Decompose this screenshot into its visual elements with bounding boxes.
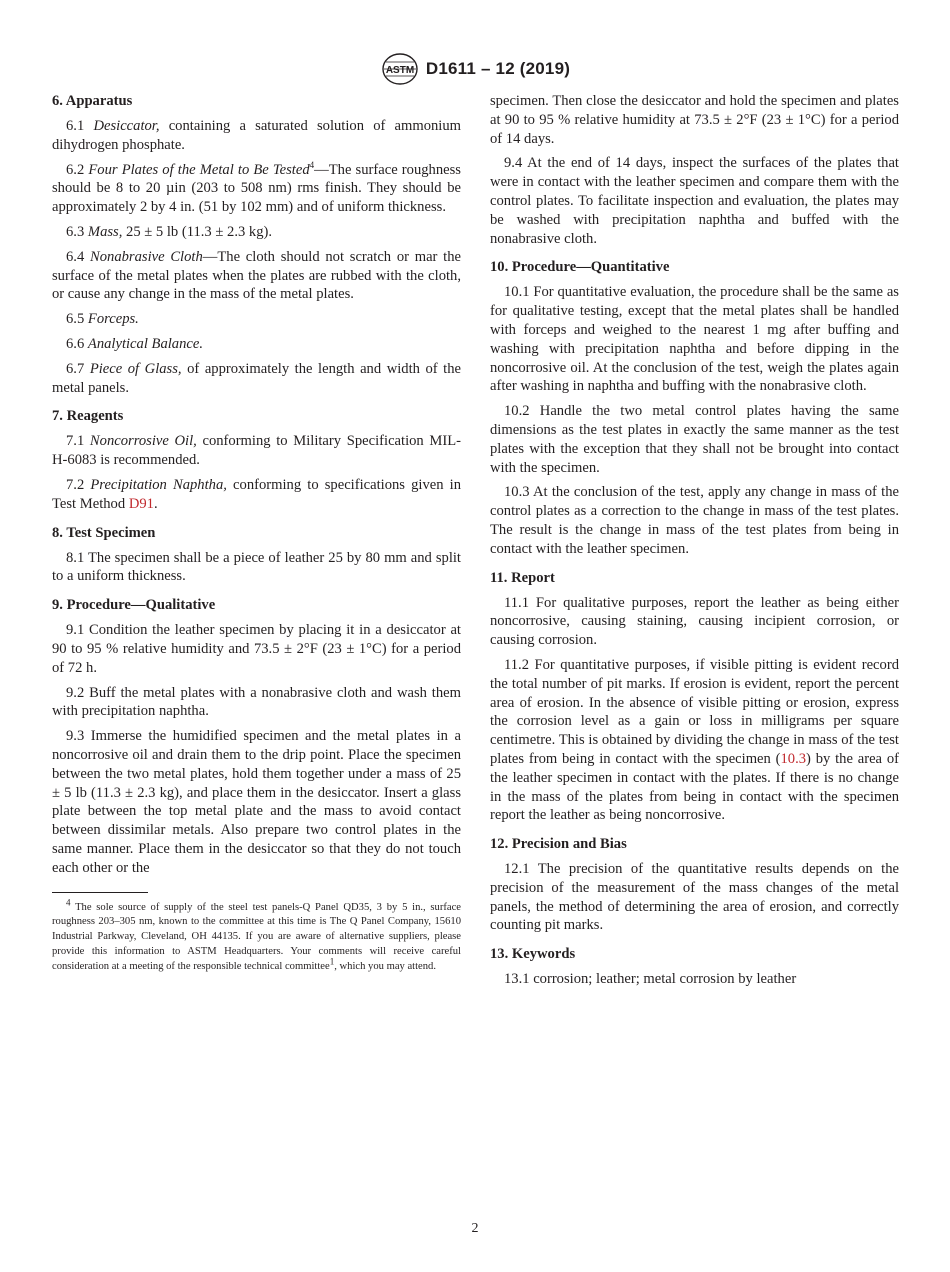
document-id: D1611 – 12 (2019): [425, 59, 571, 78]
paragraph-10-1: 10.1 For quantitative evaluation, the procedure shall be the same as for qualitative testing, except that the metal plates shall be handled with forceps and weighed to the nearest 1 mg after buffing and washing with precipitation naphtha and before dipping in the noncorrosive oil. At the conclusion of the test, weigh the plates again after washing in naphtha and buffing with the nonabrasive cloth.: [490, 284, 899, 395]
paragraph-6-2: 6.2 Four Plates of the Metal to Be Tested$^4$—The surface roughness should be 8 to 20 µin (203 to 508 nm) rms finish. They should be approximately 2 by 4 in. (51 by 102 mm) and of uniform thickness.: [52, 159, 461, 216]
astm-logo-icon: [380, 52, 420, 86]
paragraph-10-2: 10.2 Handle the two metal control plates having the same dimensions as the test plates in exactly the same manner as the test plates with the exception that they shall not be brought into contact with the specimen.: [490, 403, 899, 476]
section-procedure-qualitative: [52, 596, 461, 877]
page-number: 2: [471, 1221, 479, 1236]
section-apparatus: [52, 92, 461, 397]
section-heading: 10. Procedure—Quantitative: [490, 259, 670, 276]
page-header: [0, 52, 950, 86]
paragraph-9-1: 9.1 Condition the leather specimen by placing it in a desiccator at 90 to 95 % relative humidity and 73.5 ± 2°F (23 ± 1°C) for a period of 72 h.: [52, 622, 461, 676]
section-heading: 9. Procedure—Qualitative: [52, 597, 216, 614]
left-column: [52, 92, 461, 974]
paragraph-7-2: 7.2 Precipitation Naphtha, conforming to specifications given in Test Method D91.: [52, 476, 462, 512]
paragraph-10-3: 10.3 At the conclusion of the test, apply any change in mass of the control plates as a correction to the change in mass of the test plates. The result is the change in mass of the test plates from being in contact with the leather specimen.: [490, 484, 899, 557]
paragraph-11-1: 11.1 For qualitative purposes, report the leather as being either noncorrosive, causing staining, causing incipient corrosion, or causing corrosion.: [490, 594, 899, 649]
section-heading: 7. Reagents: [52, 408, 124, 425]
paragraph-9-3-continued: specimen. Then close the desiccator and hold the specimen and plates at 90 to 95 % relative humidity at 73.5 ± 2°F (23 ± 1°C) for a period of 14 days.: [490, 93, 899, 147]
paragraph-9-2: 9.2 Buff the metal plates with a nonabrasive cloth and wash them with precipitation naphtha.: [52, 684, 461, 720]
paragraph-6-3: 6.3 Mass, 25 ± 5 lb (11.3 ± 2.3 kg).: [66, 223, 273, 240]
section-heading: 6. Apparatus: [52, 93, 133, 109]
paragraph-6-7: 6.7 Piece of Glass, of approximately the length and width of the metal panels.: [52, 360, 462, 396]
svg-text:ASTM: ASTM: [385, 65, 415, 76]
paragraph-6-1: 6.1 Desiccator, containing a saturated solution of ammonium dihydrogen phosphate.: [52, 118, 461, 153]
section-heading: 12. Precision and Bias: [490, 836, 627, 853]
section-precision-bias: [490, 835, 899, 935]
section-heading: 13. Keywords: [490, 946, 576, 963]
section-procedure-quantitative: [490, 258, 899, 558]
paragraph-12-1: 12.1 The precision of the quantitative results depends on the precision of the measurement of the mass changes of the metal panels, the method of determining the area of erosion, and correctly counting pit marks.: [490, 861, 899, 934]
right-column: [490, 92, 899, 999]
paragraph-11-2: 11.2 For quantitative purposes, if visible pitting is evident record the total number of pit marks. If erosion is evident, report the percent area of erosion. In the absence of visible pitting or erosion, express the corrosion level as a gain or loss in milligrams per square centimetre. This is obtained by dividing the change in mass of the test plates from being in contact with the specimen (10.3) by the area of the leather specimen in contact with the plates. If there is no change in the mass of the plates from being in contact with the specimen report the leather as being noncorrosive.: [490, 656, 899, 824]
footnote-divider: [52, 892, 148, 893]
paragraph-13-1: 13.1 corrosion; leather; metal corrosion by leather: [504, 971, 797, 988]
section-heading: 8. Test Specimen: [52, 524, 156, 541]
section-test-specimen: [52, 524, 461, 587]
paragraph-6-6: 6.6 Analytical Balance.: [66, 335, 203, 352]
paragraph-9-3: 9.3 Immerse the humidified specimen and the metal plates in a noncorrosive oil and drain them to the drip point. Place the specimen between the two metal plates, hold them together under a mass of 25 ± 5 lb (11.3 ± 2.3 kg), and place them in the desiccator. Insert a glass plate between the top metal plate and the mass to avoid contact between dissimilar metals. Also prepare two control plates in the same manner. Place them in the desiccator so that they do not touch each other or the: [52, 728, 461, 876]
section-keywords: [490, 945, 899, 989]
paragraph-8-1: 8.1 The specimen shall be a piece of leather 25 by 80 mm and split to a uniform thickness.: [52, 549, 461, 585]
reference-link-d91[interactable]: D91: [128, 495, 154, 512]
footnote-4: $^4$ The sole source of supply of the steel test panels-Q Panel QD35, 3 by 5 in., surface roughness 203–305 nm, known to the committee at this time is The Q Panel Company, 15610 Industrial Parkway, Cleveland, OH 44135. If you are aware of alternative suppliers, please provide this information to ASTM Headquarters. Your comments will receive careful consideration at a meeting of the responsible technical committee$^1$, which you may attend.: [52, 896, 461, 972]
section-heading: 11. Report: [490, 569, 555, 586]
paragraph-9-4: 9.4 At the end of 14 days, inspect the surfaces of the plates that were in contact with the leather specimen and compare them with the control plates. To facilitate inspection and evaluation, the plates may be washed with precipitation naphtha and buffed with the nonabrasive cloth.: [490, 155, 899, 247]
section-reagents: [52, 407, 461, 513]
section-report: [490, 569, 899, 826]
footnote-ref: 4: [309, 159, 315, 170]
reference-link-10-3[interactable]: 10.3: [780, 750, 807, 767]
paragraph-6-4: 6.4 Nonabrasive Cloth—The cloth should not scratch or mar the surface of the metal plates when the plates are rubbed with the cloth, or cause any change in the mass of the metal plates.: [52, 248, 461, 303]
paragraph-7-1: 7.1 Noncorrosive Oil, conforming to Military Specification MIL-H-6083 is recommended.: [52, 433, 461, 469]
paragraph-6-5: 6.5 Forceps.: [66, 311, 139, 328]
